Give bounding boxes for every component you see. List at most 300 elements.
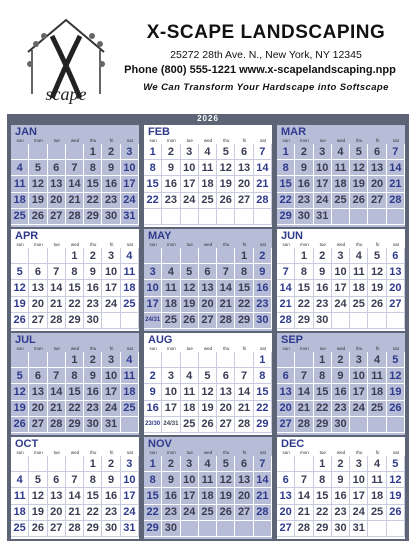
day-cell: 7 bbox=[387, 144, 405, 160]
day-cell: 17 bbox=[332, 280, 350, 296]
day-cell: 15 bbox=[295, 280, 313, 296]
day-cell: 29 bbox=[66, 417, 84, 433]
month-aug bbox=[144, 333, 272, 435]
day-cell: 4 bbox=[199, 456, 217, 472]
day-cell: 15 bbox=[314, 384, 332, 400]
day-cell bbox=[66, 456, 84, 472]
weekday-label: sun bbox=[16, 450, 24, 455]
weekday-label: wed bbox=[336, 450, 346, 455]
day-cell: 8 bbox=[144, 160, 162, 176]
day-cell: 1 bbox=[314, 352, 332, 368]
day-cell: 11 bbox=[368, 368, 386, 384]
weekday-label: wed bbox=[70, 450, 80, 455]
day-cell: 19 bbox=[29, 505, 47, 521]
day-cell: 29 bbox=[84, 521, 102, 537]
day-cell: 2 bbox=[332, 352, 350, 368]
day-cell: 13 bbox=[277, 488, 295, 504]
day-cell: 2 bbox=[102, 456, 120, 472]
day-cell: 6 bbox=[48, 160, 66, 176]
day-cell: 5 bbox=[181, 264, 199, 280]
day-cell: 25 bbox=[199, 505, 217, 521]
day-grid bbox=[277, 352, 405, 433]
day-cell: 20 bbox=[199, 297, 217, 313]
day-cell: 2 bbox=[162, 144, 180, 160]
day-cell: 22 bbox=[144, 193, 162, 209]
day-cell bbox=[144, 248, 162, 264]
weekday-label: wed bbox=[336, 138, 346, 143]
weekday-label: wed bbox=[70, 242, 80, 247]
day-cell: 10 bbox=[332, 264, 350, 280]
weekday-label: sat bbox=[392, 346, 399, 351]
day-cell: 6 bbox=[387, 248, 405, 264]
weekday-label: tue bbox=[319, 346, 326, 351]
month-mar bbox=[277, 125, 405, 227]
day-cell: 30 bbox=[332, 417, 350, 433]
day-cell: 19 bbox=[11, 297, 29, 313]
day-cell: 28 bbox=[48, 313, 66, 329]
weekday-label: sat bbox=[259, 450, 266, 455]
company-contact: Phone (800) 555-1221 www.x-scapelandscaping.npp bbox=[124, 64, 396, 76]
day-cell: 12 bbox=[387, 368, 405, 384]
day-cell: 10 bbox=[350, 368, 368, 384]
day-cell: 13 bbox=[48, 488, 66, 504]
day-cell: 18 bbox=[199, 176, 217, 192]
day-cell: 6 bbox=[29, 368, 47, 384]
day-cell: 27 bbox=[235, 193, 253, 209]
day-cell: 17 bbox=[121, 488, 139, 504]
month-apr bbox=[11, 229, 139, 331]
day-cell: 27 bbox=[217, 417, 235, 433]
day-cell: 30 bbox=[162, 521, 180, 537]
day-cell bbox=[48, 352, 66, 368]
day-cell: 22 bbox=[144, 505, 162, 521]
day-cell: 22 bbox=[314, 505, 332, 521]
day-cell: 10 bbox=[350, 472, 368, 488]
day-cell: 8 bbox=[314, 472, 332, 488]
day-cell: 3 bbox=[162, 368, 180, 384]
month-name: NOV bbox=[148, 438, 172, 450]
day-cell: 24 bbox=[121, 193, 139, 209]
month-name: FEB bbox=[148, 126, 170, 138]
day-cell: 22 bbox=[254, 401, 272, 417]
day-cell: 2 bbox=[314, 248, 332, 264]
day-cell bbox=[350, 417, 368, 433]
month-jan bbox=[11, 125, 139, 227]
day-cell: 25 bbox=[332, 193, 350, 209]
weekday-label: tue bbox=[53, 450, 60, 455]
day-cell: 15 bbox=[254, 384, 272, 400]
weekday-label: thu bbox=[356, 138, 363, 143]
day-cell: 24 bbox=[181, 505, 199, 521]
day-cell: 13 bbox=[387, 264, 405, 280]
day-cell: 6 bbox=[277, 368, 295, 384]
day-cell: 13 bbox=[277, 384, 295, 400]
day-cell: 25 bbox=[11, 209, 29, 225]
day-cell: 1 bbox=[66, 352, 84, 368]
day-cell bbox=[48, 144, 66, 160]
weekday-label: thu bbox=[223, 346, 230, 351]
day-cell: 1 bbox=[144, 456, 162, 472]
day-cell: 29 bbox=[144, 521, 162, 537]
day-cell bbox=[387, 417, 405, 433]
day-cell: 18 bbox=[368, 488, 386, 504]
day-cell: 18 bbox=[181, 401, 199, 417]
day-cell: 14 bbox=[66, 488, 84, 504]
day-cell: 30 bbox=[84, 313, 102, 329]
day-cell bbox=[254, 209, 272, 225]
day-cell: 30 bbox=[332, 521, 350, 537]
day-cell: 14 bbox=[295, 384, 313, 400]
day-cell bbox=[144, 352, 162, 368]
month-nov bbox=[144, 437, 272, 539]
day-cell: 6 bbox=[48, 472, 66, 488]
day-cell: 12 bbox=[368, 264, 386, 280]
day-cell: 28 bbox=[48, 417, 66, 433]
day-cell: 24 bbox=[350, 505, 368, 521]
day-cell: 21 bbox=[387, 176, 405, 192]
weekday-label: thu bbox=[90, 138, 97, 143]
day-cell: 27 bbox=[277, 521, 295, 537]
month-name: APR bbox=[15, 230, 39, 242]
day-cell: 20 bbox=[29, 297, 47, 313]
day-cell: 7 bbox=[254, 144, 272, 160]
day-cell: 4 bbox=[350, 248, 368, 264]
weekday-label: fri bbox=[109, 138, 114, 143]
month-dec bbox=[277, 437, 405, 539]
weekday-label: tue bbox=[319, 450, 326, 455]
day-cell: 25 bbox=[350, 297, 368, 313]
day-cell: 3 bbox=[102, 352, 120, 368]
day-cell: 23 bbox=[84, 297, 102, 313]
weekday-label: fri bbox=[242, 346, 247, 351]
day-cell: 12 bbox=[350, 160, 368, 176]
day-cell: 20 bbox=[48, 505, 66, 521]
day-cell: 27 bbox=[235, 505, 253, 521]
day-cell bbox=[217, 352, 235, 368]
month-jul bbox=[11, 333, 139, 435]
day-cell: 26 bbox=[368, 297, 386, 313]
day-cell: 25 bbox=[368, 401, 386, 417]
day-cell: 2 bbox=[295, 144, 313, 160]
day-cell: 6 bbox=[29, 264, 47, 280]
day-cell: 11 bbox=[11, 488, 29, 504]
day-cell: 28 bbox=[66, 521, 84, 537]
day-cell bbox=[48, 456, 66, 472]
day-cell: 29 bbox=[66, 313, 84, 329]
day-cell: 23 bbox=[162, 505, 180, 521]
day-cell: 3 bbox=[350, 352, 368, 368]
weekday-label: sun bbox=[149, 242, 157, 247]
day-cell: 3 bbox=[102, 248, 120, 264]
day-cell bbox=[217, 209, 235, 225]
day-cell: 22 bbox=[66, 401, 84, 417]
day-cell: 1 bbox=[84, 456, 102, 472]
day-cell: 26 bbox=[29, 521, 47, 537]
day-cell: 13 bbox=[235, 160, 253, 176]
day-grid bbox=[11, 144, 139, 225]
day-cell: 29 bbox=[314, 521, 332, 537]
weekday-label: wed bbox=[70, 138, 80, 143]
day-cell: 12 bbox=[11, 384, 29, 400]
day-cell: 31 bbox=[350, 521, 368, 537]
day-cell: 2 bbox=[84, 248, 102, 264]
day-cell: 25 bbox=[162, 313, 180, 329]
day-cell: 12 bbox=[217, 472, 235, 488]
day-cell: 18 bbox=[332, 176, 350, 192]
day-cell: 6 bbox=[235, 456, 253, 472]
day-cell: 16 bbox=[84, 384, 102, 400]
day-cell: 21 bbox=[295, 401, 313, 417]
day-cell: 20 bbox=[368, 176, 386, 192]
day-cell: 5 bbox=[387, 456, 405, 472]
day-cell: 10 bbox=[102, 368, 120, 384]
day-cell: 8 bbox=[235, 264, 253, 280]
day-cell: 21 bbox=[217, 297, 235, 313]
day-cell: 8 bbox=[314, 368, 332, 384]
day-cell: 15 bbox=[144, 488, 162, 504]
day-cell: 11 bbox=[11, 176, 29, 192]
day-cell: 29 bbox=[295, 313, 313, 329]
day-cell: 23 bbox=[314, 297, 332, 313]
day-cell: 25 bbox=[11, 521, 29, 537]
day-cell: 15 bbox=[235, 280, 253, 296]
day-cell: 26 bbox=[217, 505, 235, 521]
day-cell: 19 bbox=[368, 280, 386, 296]
day-grid bbox=[144, 456, 272, 537]
day-cell: 4 bbox=[332, 144, 350, 160]
weekday-label: tue bbox=[53, 346, 60, 351]
weekday-label: tue bbox=[186, 450, 193, 455]
day-cell: 10 bbox=[121, 160, 139, 176]
day-cell: 16 bbox=[254, 280, 272, 296]
day-cell: 13 bbox=[217, 384, 235, 400]
day-cell: 3 bbox=[121, 456, 139, 472]
weekday-label: fri bbox=[109, 346, 114, 351]
day-cell: 11 bbox=[350, 264, 368, 280]
weekday-label: sat bbox=[126, 242, 133, 247]
day-cell bbox=[181, 248, 199, 264]
day-cell: 25 bbox=[121, 401, 139, 417]
day-cell bbox=[29, 144, 47, 160]
day-cell: 5 bbox=[368, 248, 386, 264]
day-cell: 23 bbox=[332, 401, 350, 417]
day-cell: 4 bbox=[121, 248, 139, 264]
weekday-label: thu bbox=[90, 242, 97, 247]
day-cell bbox=[29, 456, 47, 472]
day-cell: 21 bbox=[254, 488, 272, 504]
day-cell: 6 bbox=[235, 144, 253, 160]
day-cell bbox=[199, 521, 217, 537]
day-cell: 15 bbox=[66, 384, 84, 400]
logo-text: scape bbox=[45, 84, 87, 104]
day-cell: 2 bbox=[144, 368, 162, 384]
weekday-label: mon bbox=[300, 450, 309, 455]
day-cell: 11 bbox=[332, 160, 350, 176]
day-cell: 16 bbox=[314, 280, 332, 296]
day-cell bbox=[11, 456, 29, 472]
day-cell: 4 bbox=[368, 456, 386, 472]
day-cell: 28 bbox=[254, 193, 272, 209]
day-cell bbox=[199, 209, 217, 225]
day-cell bbox=[368, 521, 386, 537]
weekday-label: fri bbox=[242, 138, 247, 143]
day-cell bbox=[277, 352, 295, 368]
weekday-label: tue bbox=[53, 138, 60, 143]
day-cell: 12 bbox=[387, 472, 405, 488]
day-cell: 14 bbox=[66, 176, 84, 192]
day-cell: 26 bbox=[11, 417, 29, 433]
day-cell: 13 bbox=[29, 384, 47, 400]
day-cell: 8 bbox=[254, 368, 272, 384]
month-name: JAN bbox=[15, 126, 38, 138]
day-cell: 13 bbox=[48, 176, 66, 192]
day-cell: 21 bbox=[48, 401, 66, 417]
day-cell: 7 bbox=[48, 368, 66, 384]
day-cell: 3 bbox=[181, 144, 199, 160]
day-cell: 17 bbox=[102, 384, 120, 400]
day-cell: 24 bbox=[350, 401, 368, 417]
day-cell: 22 bbox=[235, 297, 253, 313]
day-cell: 23 bbox=[254, 297, 272, 313]
day-cell: 12 bbox=[181, 280, 199, 296]
weekday-label: wed bbox=[203, 346, 213, 351]
day-cell: 23 bbox=[162, 193, 180, 209]
day-cell: 2 bbox=[254, 248, 272, 264]
company-tagline: We Can Transform Your Hardscape into Softscape bbox=[143, 82, 389, 93]
day-cell: 14 bbox=[48, 384, 66, 400]
weekday-label: mon bbox=[300, 242, 309, 247]
weekday-label: mon bbox=[167, 242, 176, 247]
day-cell: 28 bbox=[217, 313, 235, 329]
day-cell: 6 bbox=[217, 368, 235, 384]
day-cell: 27 bbox=[199, 313, 217, 329]
day-cell bbox=[368, 313, 386, 329]
day-cell: 12 bbox=[217, 160, 235, 176]
day-cell: 4 bbox=[368, 352, 386, 368]
day-cell: 9 bbox=[144, 384, 162, 400]
month-feb bbox=[144, 125, 272, 227]
day-cell bbox=[48, 248, 66, 264]
day-cell: 20 bbox=[235, 176, 253, 192]
day-cell: 26 bbox=[387, 401, 405, 417]
month-may bbox=[144, 229, 272, 331]
day-cell: 19 bbox=[181, 297, 199, 313]
day-cell: 15 bbox=[84, 488, 102, 504]
day-cell: 17 bbox=[350, 488, 368, 504]
day-cell: 24 bbox=[314, 193, 332, 209]
day-cell: 5 bbox=[350, 144, 368, 160]
day-cell: 18 bbox=[199, 488, 217, 504]
day-cell bbox=[181, 352, 199, 368]
day-cell: 24/31 bbox=[144, 313, 162, 329]
day-cell bbox=[217, 248, 235, 264]
day-cell: 26 bbox=[199, 417, 217, 433]
weekday-label: fri bbox=[375, 138, 380, 143]
day-cell: 9 bbox=[314, 264, 332, 280]
day-cell: 5 bbox=[217, 144, 235, 160]
day-cell: 9 bbox=[84, 264, 102, 280]
day-cell: 10 bbox=[162, 384, 180, 400]
month-jun bbox=[277, 229, 405, 331]
day-cell: 7 bbox=[66, 160, 84, 176]
day-cell: 24/31 bbox=[162, 417, 180, 433]
day-cell: 17 bbox=[181, 176, 199, 192]
day-cell: 1 bbox=[254, 352, 272, 368]
day-cell bbox=[11, 248, 29, 264]
day-cell: 19 bbox=[387, 384, 405, 400]
day-cell bbox=[235, 521, 253, 537]
day-cell: 14 bbox=[254, 472, 272, 488]
day-cell: 5 bbox=[387, 352, 405, 368]
weekday-label: thu bbox=[356, 346, 363, 351]
month-name: JUL bbox=[15, 334, 36, 346]
weekday-label: fri bbox=[242, 242, 247, 247]
day-cell: 23 bbox=[332, 505, 350, 521]
day-cell: 4 bbox=[121, 352, 139, 368]
month-name: AUG bbox=[148, 334, 173, 346]
day-cell: 29 bbox=[84, 209, 102, 225]
day-cell: 31 bbox=[121, 209, 139, 225]
day-cell: 2 bbox=[162, 456, 180, 472]
day-cell: 5 bbox=[29, 472, 47, 488]
day-cell bbox=[121, 313, 139, 329]
day-cell: 17 bbox=[314, 176, 332, 192]
day-cell: 21 bbox=[66, 193, 84, 209]
day-cell: 27 bbox=[48, 209, 66, 225]
day-cell bbox=[217, 521, 235, 537]
day-cell: 21 bbox=[277, 297, 295, 313]
day-cell: 21 bbox=[48, 297, 66, 313]
day-cell: 20 bbox=[48, 193, 66, 209]
day-cell bbox=[162, 352, 180, 368]
day-grid bbox=[277, 456, 405, 537]
day-cell: 26 bbox=[181, 313, 199, 329]
day-cell: 29 bbox=[235, 313, 253, 329]
weekday-label: mon bbox=[300, 346, 309, 351]
day-cell: 26 bbox=[29, 209, 47, 225]
day-cell: 14 bbox=[48, 280, 66, 296]
day-cell: 23 bbox=[84, 401, 102, 417]
day-cell bbox=[162, 209, 180, 225]
day-cell: 16 bbox=[84, 280, 102, 296]
day-cell: 4 bbox=[11, 472, 29, 488]
weekday-label: thu bbox=[90, 450, 97, 455]
day-cell: 20 bbox=[277, 505, 295, 521]
day-cell bbox=[29, 248, 47, 264]
weekday-label: thu bbox=[356, 450, 363, 455]
day-cell: 28 bbox=[295, 521, 313, 537]
day-cell bbox=[162, 248, 180, 264]
day-cell: 14 bbox=[217, 280, 235, 296]
day-cell: 27 bbox=[29, 417, 47, 433]
day-cell: 23/30 bbox=[144, 417, 162, 433]
weekday-label: tue bbox=[186, 242, 193, 247]
day-cell bbox=[121, 417, 139, 433]
day-cell bbox=[368, 417, 386, 433]
day-cell: 22 bbox=[314, 401, 332, 417]
day-cell: 12 bbox=[29, 488, 47, 504]
day-cell: 3 bbox=[181, 456, 199, 472]
weekday-label: thu bbox=[223, 138, 230, 143]
day-cell bbox=[199, 352, 217, 368]
day-cell: 24 bbox=[181, 193, 199, 209]
day-cell: 10 bbox=[181, 160, 199, 176]
weekday-label: fri bbox=[109, 242, 114, 247]
day-cell: 16 bbox=[144, 401, 162, 417]
day-cell: 17 bbox=[181, 488, 199, 504]
day-cell: 23 bbox=[102, 505, 120, 521]
weekday-label: mon bbox=[34, 346, 43, 351]
